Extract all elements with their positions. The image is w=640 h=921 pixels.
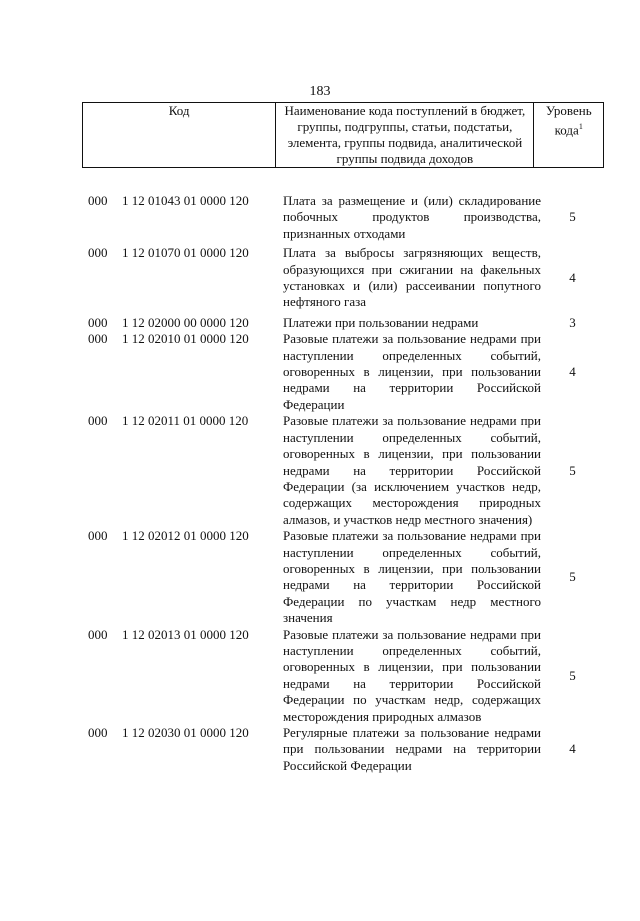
code-column-header: Код xyxy=(83,103,276,168)
table-row xyxy=(82,528,604,626)
budget-code: 1 12 02011 01 0000 120 xyxy=(122,413,249,429)
budget-code: 1 12 02013 01 0000 120 xyxy=(122,626,249,642)
code-level: 5 xyxy=(569,569,576,585)
code-level: 5 xyxy=(569,667,576,683)
budget-code: 1 12 02030 01 0000 120 xyxy=(122,725,249,740)
table-row xyxy=(82,331,604,413)
admin-code: 000 xyxy=(88,528,108,544)
code-name: Разовые платежи за пользование недрами при наступлении определенных событий, оговоренных в лицензии, при пользовании недрами на территории Российской Федерации (за исключением участков недр, содержащих месторождения природных алмазов, и участков недр местного значения) xyxy=(283,413,541,527)
level-column-header xyxy=(534,103,604,168)
code-level: 4 xyxy=(569,364,576,380)
code-name: Разовые платежи за пользование недрами при наступлении определенных событий, оговоренных в лицензии, при пользовании недрами на территории Российской Федерации по участкам недр местного значения xyxy=(283,528,541,626)
budget-code: 1 12 02010 01 0000 120 xyxy=(122,331,249,347)
table-body xyxy=(82,193,604,774)
admin-code: 000 xyxy=(88,245,108,261)
admin-code: 000 xyxy=(88,413,108,429)
level-column-label: Уровень кода xyxy=(545,103,592,138)
budget-code: 1 12 02000 00 0000 120 xyxy=(122,314,249,330)
table-row xyxy=(82,315,604,331)
page-number: 183 xyxy=(309,84,331,99)
table-row xyxy=(82,627,604,725)
footnote-marker: 1 xyxy=(578,122,583,131)
table-row xyxy=(82,193,604,242)
budget-code: 1 12 01043 01 0000 120 xyxy=(122,193,249,208)
name-column-header: Наименование кода поступлений в бюджет, группы, подгруппы, статьи, подстатьи, элемента, группы подвида, аналитической группы подвида доходов xyxy=(276,103,534,168)
code-level: 3 xyxy=(569,314,576,330)
code-level: 5 xyxy=(569,209,576,225)
admin-code: 000 xyxy=(88,725,108,740)
admin-code: 000 xyxy=(88,626,108,642)
table-header xyxy=(82,102,604,168)
table-row xyxy=(82,245,604,311)
admin-code: 000 xyxy=(88,331,108,347)
code-name: Платежи при пользовании недрами xyxy=(283,314,479,330)
code-name: Плата за размещение и (или) складирование побочных продуктов производства, признанных отходами xyxy=(283,193,541,241)
budget-code: 1 12 01070 01 0000 120 xyxy=(122,245,249,261)
code-level: 5 xyxy=(569,462,576,478)
code-name: Разовые платежи за пользование недрами при наступлении определенных событий, оговоренных в лицензии, при пользовании недрами на территории Российской Федерации xyxy=(283,331,541,412)
admin-code: 000 xyxy=(88,193,108,208)
admin-code: 000 xyxy=(88,314,108,330)
budget-code: 1 12 02012 01 0000 120 xyxy=(122,528,249,544)
code-level: 4 xyxy=(569,741,576,757)
code-name: Разовые платежи за пользование недрами при наступлении определенных событий, оговоренных в лицензии, при пользовании недрами на территории Российской Федерации по участкам недр, содержащих месторождения природных алмазов xyxy=(283,626,541,724)
code-name: Плата за выбросы загрязняющих веществ, образующихся при сжигании на факельных установках и (или) рассеивании попутного нефтяного газа xyxy=(283,245,541,310)
table-row xyxy=(82,413,604,528)
code-name: Регулярные платежи за пользование недрами при пользовании недрами на территории Российской Федерации xyxy=(283,725,541,773)
table-row xyxy=(82,725,604,774)
code-level: 4 xyxy=(569,269,576,285)
